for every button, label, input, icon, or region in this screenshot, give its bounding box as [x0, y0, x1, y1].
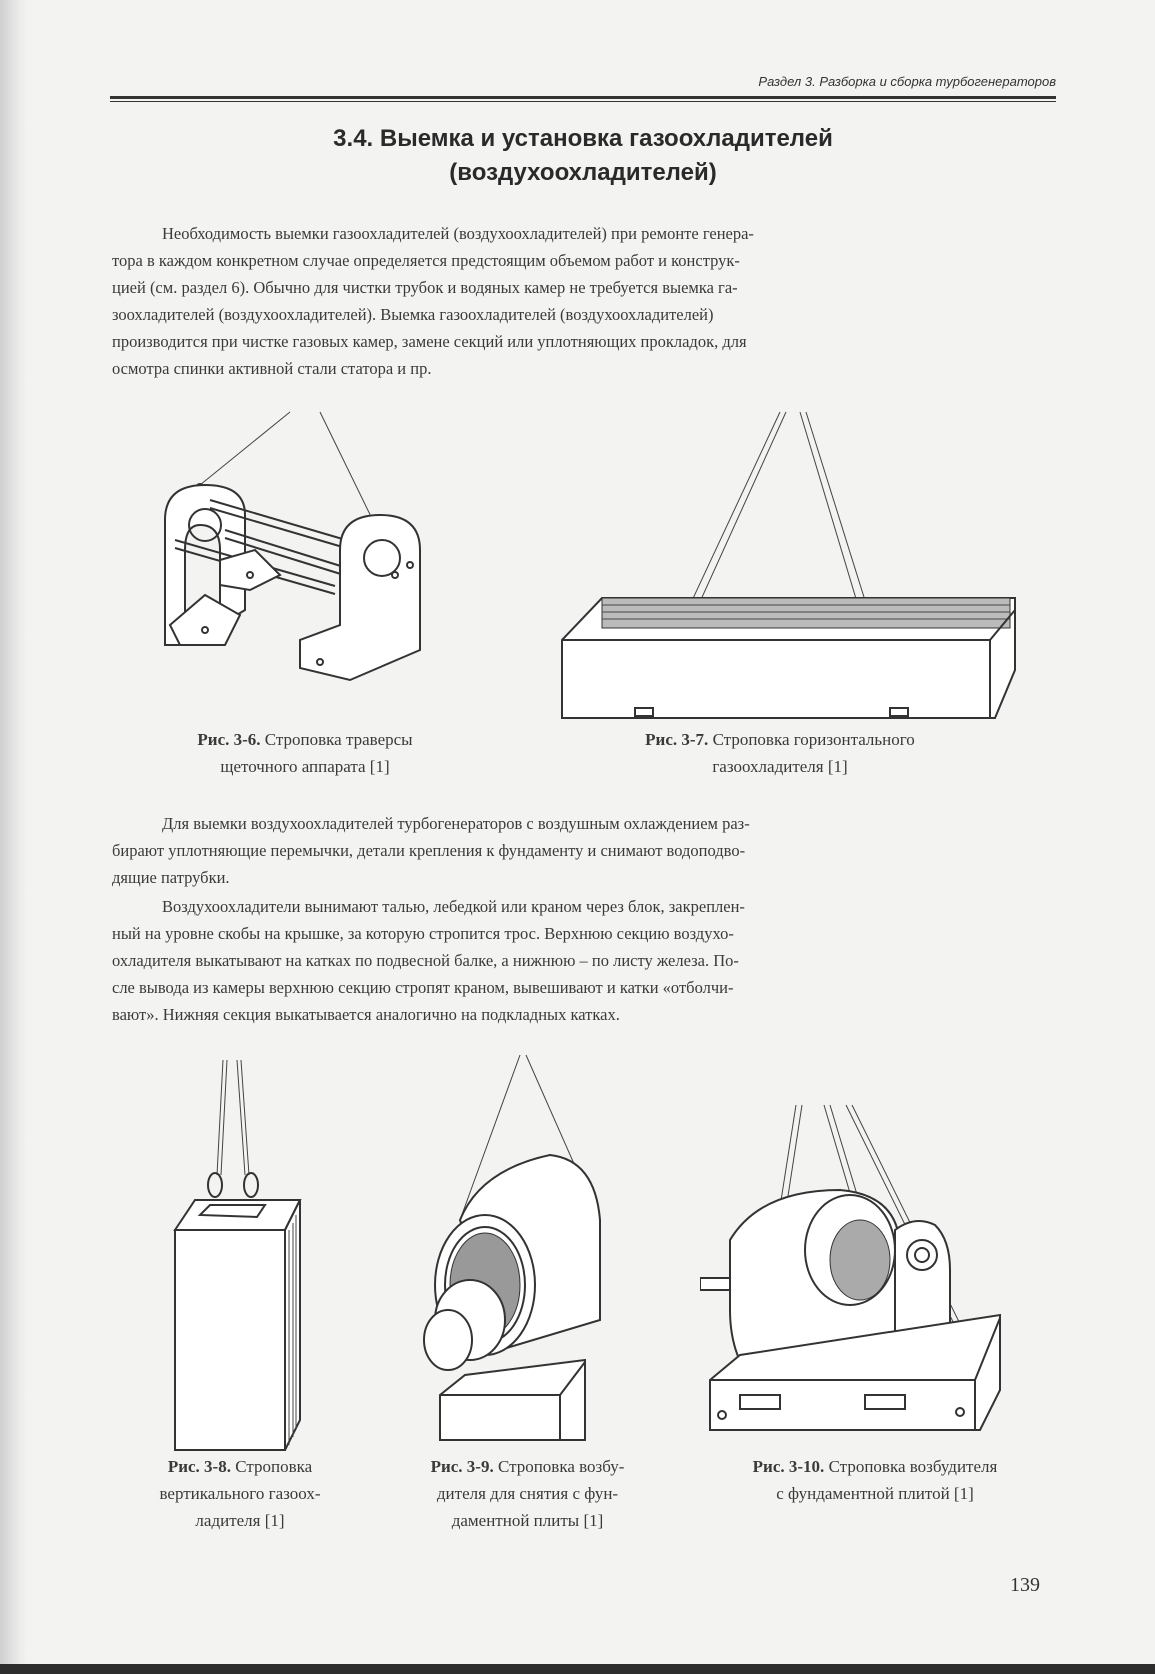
figure-3-10-caption: [695, 1453, 1055, 1507]
figure-3-8-vertical-gas-cooler-slinging: [165, 1055, 315, 1455]
figure-3-6-caption: [130, 726, 480, 780]
paragraph-1-line: тора в каждом конкретном случае определяется предстоящим объемом работ и конструк-: [112, 251, 740, 270]
paragraph-3-line: ный на уровне скобы на крышке, за которую стропится трос. Верхнюю секцию воздухо-: [112, 924, 734, 943]
paragraph-3-line: сле вывода из камеры верхнюю секцию стропят краном, вывешивают и катки «отболчи-: [112, 978, 734, 997]
scan-bottom-edge: [0, 1664, 1155, 1674]
paragraph-2: [112, 810, 1054, 891]
paragraph-1-line: Необходимость выемки газоохладителей (воздухоохладителей) при ремонте генера-: [162, 224, 754, 243]
running-head: Раздел 3. Разборка и сборка турбогенераторов: [758, 74, 1056, 89]
paragraph-2-line: Для выемки воздухоохладителей турбогенераторов с воздушным охлаждением раз-: [162, 814, 750, 833]
horizontal-cooler-drawing: [540, 400, 1020, 730]
exciter-drawing: [420, 1050, 620, 1450]
figure-3-9-exciter-slinging: [420, 1050, 620, 1450]
paragraph-1-line: цией (см. раздел 6). Обычно для чистки трубок и водяных камер не требуется выемка га-: [112, 278, 738, 297]
figure-3-6-number: Рис. 3-6.: [197, 730, 261, 749]
paragraph-3-line: Воздухоохладители вынимают талью, лебедкой или краном через блок, закреплен-: [162, 897, 745, 916]
figure-3-7-horizontal-gas-cooler-slinging: [540, 400, 1020, 730]
page-gutter-shadow: [0, 0, 28, 1674]
paragraph-1: [112, 220, 1054, 382]
figure-3-8-number: Рис. 3-8.: [167, 1457, 231, 1476]
figure-3-9-number: Рис. 3-9.: [430, 1457, 494, 1476]
figure-3-9-caption-text: дителя для снятия с фун-: [436, 1484, 619, 1503]
figure-3-8-caption-text: ладителя [1]: [195, 1511, 285, 1530]
figure-3-6-brush-traverse-slinging: [150, 400, 460, 710]
figure-3-7-number: Рис. 3-7.: [645, 730, 709, 749]
figure-3-7-caption-text: газоохладителя [1]: [712, 757, 848, 776]
page-number: 139: [1010, 1574, 1040, 1596]
paragraph-1-line: осмотра спинки активной стали статора и пр.: [112, 359, 432, 378]
paragraph-2-line: бирают уплотняющие перемычки, детали крепления к фундаменту и снимают водоподво-: [112, 841, 746, 860]
figure-3-6-caption-text: Строповка траверсы: [264, 730, 413, 749]
figure-3-10-caption-text: с фундаментной плитой [1]: [776, 1484, 974, 1503]
paragraph-3-line: охладителя выкатывают на катках по подвесной балке, а нижнюю – по листу железа. По-: [112, 951, 739, 970]
figure-3-9-caption: [385, 1453, 670, 1534]
section-title: [110, 122, 1056, 190]
figure-3-8-caption-text: Строповка: [235, 1457, 313, 1476]
figure-3-9-caption-text: Строповка возбу-: [497, 1457, 625, 1476]
paragraph-1-line: производится при чистке газовых камер, замене секций или уплотняющих прокладок, для: [112, 332, 747, 351]
paragraph-3: [112, 893, 1054, 1028]
paragraph-1-line: зоохладителей (воздухоохладителей). Выемка газоохладителей (воздухоохладителей): [112, 305, 714, 324]
figure-3-10-caption-text: Строповка возбудителя: [828, 1457, 998, 1476]
vertical-cooler-drawing: [165, 1055, 315, 1455]
header-rule: [110, 96, 1056, 102]
figure-3-6-caption-text: щеточного аппарата [1]: [220, 757, 390, 776]
exciter-foundation-drawing: [700, 1100, 1040, 1440]
brush-traverse-drawing: [150, 400, 460, 710]
figure-3-7-caption-text: Строповка горизонтального: [712, 730, 915, 749]
figure-3-9-caption-text: даментной плиты [1]: [451, 1511, 604, 1530]
section-title-line-1: 3.4. Выемка и установка газоохладителей: [333, 125, 833, 152]
figure-3-8-caption: [125, 1453, 355, 1534]
paragraph-2-line: дящие патрубки.: [112, 868, 230, 887]
paragraph-3-line: вают». Нижняя секция выкатывается аналогично на подкладных катках.: [112, 1005, 620, 1024]
figure-3-8-caption-text: вертикального газоох-: [159, 1484, 321, 1503]
figure-3-7-caption: [560, 726, 1000, 780]
figure-3-10-number: Рис. 3-10.: [752, 1457, 825, 1476]
section-title-line-2: (воздухоохладителей): [449, 159, 717, 186]
figure-3-10-exciter-foundation-slinging: [700, 1100, 1040, 1440]
